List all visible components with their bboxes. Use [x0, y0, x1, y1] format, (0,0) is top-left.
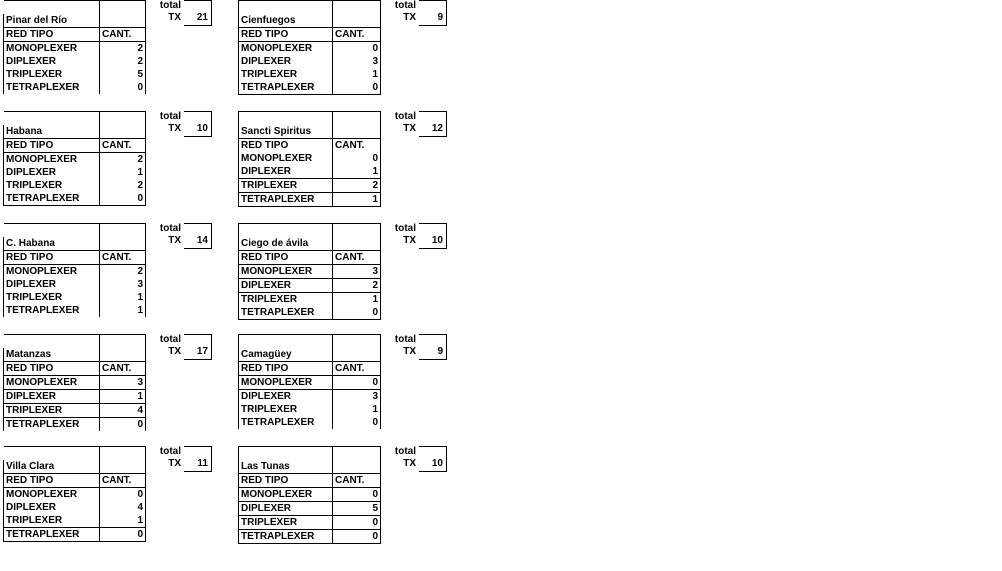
row-tipo[interactable]: TRIPLEXER	[239, 179, 333, 193]
total-label[interactable]: total	[159, 111, 181, 122]
table-row	[239, 502, 381, 516]
total-top-border	[184, 446, 211, 447]
header-red-tipo[interactable]: RED TIPO	[4, 362, 100, 376]
row-tipo[interactable]: DIPLEXER	[239, 502, 333, 516]
header-spacer-cell[interactable]	[100, 112, 146, 126]
province-block-right-2	[238, 223, 688, 323]
header-cant[interactable]: CANT.	[100, 474, 146, 488]
header-spacer-cell[interactable]	[333, 1, 381, 15]
total-label[interactable]: total	[159, 223, 181, 234]
row-cant[interactable]: 3	[100, 278, 146, 291]
row-tipo[interactable]: MONOPLEXER	[4, 42, 100, 56]
row-tipo[interactable]: MONOPLEXER	[4, 265, 100, 279]
total-label[interactable]: total	[159, 334, 181, 345]
row-tipo[interactable]: TRIPLEXER	[239, 68, 333, 81]
total-bottom-border	[184, 136, 211, 137]
total-label[interactable]: total	[159, 0, 181, 11]
header-red-tipo[interactable]: RED TIPO	[4, 139, 100, 153]
province-table	[3, 0, 146, 94]
row-cant[interactable]: 1	[100, 390, 146, 404]
table-row	[239, 165, 381, 179]
total-value[interactable]: 10	[431, 235, 443, 246]
blank-cell[interactable]	[333, 237, 381, 251]
row-cant[interactable]: 0	[100, 192, 146, 206]
header-cant[interactable]: CANT.	[100, 362, 146, 376]
row-tipo[interactable]: MONOPLEXER	[4, 153, 100, 167]
total-box	[157, 111, 214, 137]
total-top-border	[419, 446, 446, 447]
header-cant[interactable]: CANT.	[333, 362, 381, 376]
row-cant[interactable]: 5	[333, 502, 381, 516]
header-red-tipo[interactable]: RED TIPO	[239, 139, 333, 153]
header-cant[interactable]: CANT.	[100, 28, 146, 42]
table-row	[4, 418, 146, 432]
table-row	[239, 55, 381, 68]
row-tipo[interactable]: TETRAPLEXER	[239, 81, 333, 95]
row-cant[interactable]: 0	[100, 488, 146, 502]
row-cant[interactable]: 0	[100, 528, 146, 542]
header-cant[interactable]: CANT.	[333, 474, 381, 488]
row-tipo[interactable]: DIPLEXER	[239, 390, 333, 404]
row-tipo[interactable]: TRIPLEXER	[4, 404, 100, 418]
province-name[interactable]: Matanzas	[4, 348, 100, 362]
tx-label[interactable]: TX	[403, 458, 416, 469]
total-box	[392, 111, 449, 137]
header-cant[interactable]: CANT.	[100, 139, 146, 153]
total-value[interactable]: 10	[196, 123, 208, 134]
table-row	[239, 530, 381, 544]
header-spacer-cell[interactable]	[239, 112, 333, 126]
total-bottom-border	[184, 248, 211, 249]
row-tipo[interactable]: MONOPLEXER	[4, 376, 100, 390]
blank-cell[interactable]	[333, 460, 381, 474]
header-cant[interactable]: CANT.	[333, 139, 381, 153]
row-cant[interactable]: 0	[333, 81, 381, 95]
row-cant[interactable]: 0	[100, 81, 146, 94]
tx-label[interactable]: TX	[403, 235, 416, 246]
header-cant[interactable]: CANT.	[333, 28, 381, 42]
total-box	[157, 0, 214, 26]
row-cant[interactable]: 3	[100, 376, 146, 390]
row-cant[interactable]: 1	[100, 514, 146, 528]
table-row	[239, 416, 381, 429]
header-spacer-cell[interactable]	[239, 447, 333, 461]
table-row	[4, 514, 146, 528]
table-row	[239, 306, 381, 320]
total-right-border	[446, 111, 447, 137]
header-spacer-cell[interactable]	[4, 1, 100, 15]
total-value[interactable]: 21	[196, 12, 208, 23]
table-row	[4, 528, 146, 542]
header-spacer-cell[interactable]	[239, 1, 333, 15]
province-name[interactable]: Ciego de ávila	[239, 237, 333, 251]
province-block-right-1	[238, 111, 688, 211]
row-cant[interactable]: 2	[100, 55, 146, 68]
row-cant[interactable]: 2	[100, 265, 146, 279]
row-cant[interactable]: 0	[333, 530, 381, 544]
blank-cell[interactable]	[333, 125, 381, 139]
row-cant[interactable]: 2	[100, 153, 146, 167]
total-label[interactable]: total	[394, 111, 416, 122]
total-value[interactable]: 14	[196, 235, 208, 246]
total-bottom-border	[419, 359, 446, 360]
total-value[interactable]: 10	[431, 458, 443, 469]
tx-label[interactable]: TX	[403, 123, 416, 134]
row-tipo[interactable]: TRIPLEXER	[239, 293, 333, 307]
header-spacer-cell[interactable]	[239, 335, 333, 349]
table-row	[239, 81, 381, 95]
table-row	[4, 501, 146, 514]
total-bottom-border	[419, 25, 446, 26]
tx-label[interactable]: TX	[168, 12, 181, 23]
row-cant[interactable]: 1	[333, 193, 381, 207]
table-row	[4, 488, 146, 502]
province-name[interactable]: Villa Clara	[4, 460, 100, 474]
total-label[interactable]: total	[159, 446, 181, 457]
row-cant[interactable]: 0	[333, 376, 381, 390]
tx-label[interactable]: TX	[168, 235, 181, 246]
header-spacer-cell[interactable]	[4, 335, 100, 349]
row-tipo[interactable]: TETRAPLEXER	[4, 304, 100, 317]
province-table	[3, 446, 146, 542]
province-block-right-4	[238, 446, 688, 546]
province-name[interactable]: Pinar del Río	[4, 14, 100, 28]
row-tipo[interactable]: MONOPLEXER	[4, 488, 100, 502]
header-spacer-cell[interactable]	[239, 224, 333, 238]
total-value[interactable]: 9	[437, 12, 443, 23]
table-row	[4, 291, 146, 304]
province-block-right-0	[238, 0, 688, 100]
tx-label[interactable]: TX	[403, 12, 416, 23]
row-tipo[interactable]: TETRAPLEXER	[4, 192, 100, 206]
row-tipo[interactable]: MONOPLEXER	[239, 488, 333, 502]
row-tipo[interactable]: MONOPLEXER	[239, 42, 333, 56]
table-row	[239, 152, 381, 165]
table-row	[239, 516, 381, 530]
table-row	[4, 81, 146, 94]
table-row	[4, 192, 146, 206]
row-tipo[interactable]: DIPLEXER	[239, 165, 333, 179]
province-table	[3, 334, 146, 431]
header-cant[interactable]: CANT.	[100, 251, 146, 265]
total-top-border	[419, 334, 446, 335]
header-spacer-cell[interactable]	[100, 224, 146, 238]
row-cant[interactable]: 2	[333, 179, 381, 193]
row-tipo[interactable]: TRIPLEXER	[239, 403, 333, 416]
row-cant[interactable]: 0	[333, 516, 381, 530]
row-cant[interactable]: 0	[100, 418, 146, 432]
table-row	[4, 390, 146, 404]
row-cant[interactable]: 0	[333, 306, 381, 320]
total-top-border	[419, 223, 446, 224]
total-right-border	[211, 334, 212, 360]
row-cant[interactable]: 1	[100, 291, 146, 304]
row-tipo[interactable]: TRIPLEXER	[4, 179, 100, 192]
table-row	[239, 390, 381, 404]
total-top-border	[184, 223, 211, 224]
total-value[interactable]: 11	[197, 458, 208, 469]
total-right-border	[211, 446, 212, 472]
row-tipo[interactable]: DIPLEXER	[4, 55, 100, 68]
province-table	[238, 0, 381, 95]
row-tipo[interactable]: DIPLEXER	[4, 166, 100, 179]
table-row	[4, 278, 146, 291]
row-cant[interactable]: 1	[100, 304, 146, 317]
row-cant[interactable]: 1	[100, 166, 146, 179]
total-box	[157, 223, 214, 249]
total-label[interactable]: total	[394, 0, 416, 11]
row-tipo[interactable]: DIPLEXER	[239, 279, 333, 293]
province-name[interactable]: Las Tunas	[239, 460, 333, 474]
header-cant[interactable]: CANT.	[333, 251, 381, 265]
total-value[interactable]: 12	[431, 123, 443, 134]
province-name[interactable]: Sancti Spiritus	[239, 125, 333, 139]
total-bottom-border	[419, 136, 446, 137]
row-tipo[interactable]: TRIPLEXER	[239, 516, 333, 530]
table-row	[239, 293, 381, 307]
total-box	[157, 446, 214, 472]
blank-cell[interactable]	[100, 237, 146, 251]
row-cant[interactable]: 2	[100, 42, 146, 56]
header-red-tipo[interactable]: RED TIPO	[239, 251, 333, 265]
province-table	[238, 446, 381, 544]
total-box	[392, 446, 449, 472]
tx-label[interactable]: TX	[168, 123, 181, 134]
row-tipo[interactable]: TRIPLEXER	[4, 291, 100, 304]
table-row	[239, 265, 381, 279]
row-cant[interactable]: 2	[100, 179, 146, 192]
total-bottom-border	[184, 471, 211, 472]
total-value[interactable]: 9	[437, 346, 443, 357]
total-right-border	[211, 111, 212, 137]
header-spacer-cell[interactable]	[4, 112, 100, 126]
row-tipo[interactable]: TETRAPLEXER	[239, 193, 333, 207]
tx-label[interactable]: TX	[168, 458, 181, 469]
blank-cell[interactable]	[100, 348, 146, 362]
header-spacer-cell[interactable]	[100, 1, 146, 15]
row-tipo[interactable]: DIPLEXER	[239, 55, 333, 68]
row-cant[interactable]: 3	[333, 265, 381, 279]
table-row	[239, 179, 381, 193]
table-row	[239, 193, 381, 207]
row-tipo[interactable]: DIPLEXER	[4, 390, 100, 404]
header-spacer-cell[interactable]	[4, 224, 100, 238]
total-label[interactable]: total	[394, 446, 416, 457]
header-spacer-cell[interactable]	[333, 447, 381, 461]
header-red-tipo[interactable]: RED TIPO	[4, 251, 100, 265]
row-cant[interactable]: 4	[100, 501, 146, 514]
row-tipo[interactable]: MONOPLEXER	[239, 376, 333, 390]
table-row	[239, 403, 381, 416]
total-bottom-border	[184, 359, 211, 360]
table-row	[239, 376, 381, 390]
table-row	[4, 179, 146, 192]
row-tipo[interactable]: TETRAPLEXER	[239, 416, 333, 429]
header-red-tipo[interactable]: RED TIPO	[239, 474, 333, 488]
total-top-border	[184, 334, 211, 335]
table-row	[4, 55, 146, 68]
province-name[interactable]: Camagüey	[239, 348, 333, 362]
blank-cell[interactable]	[333, 348, 381, 362]
province-table	[238, 223, 381, 320]
row-tipo[interactable]: TETRAPLEXER	[4, 418, 100, 432]
blank-cell[interactable]	[100, 460, 146, 474]
row-tipo[interactable]: DIPLEXER	[4, 501, 100, 514]
header-spacer-cell[interactable]	[333, 335, 381, 349]
table-row	[4, 42, 146, 56]
blank-cell[interactable]	[333, 14, 381, 28]
row-cant[interactable]: 3	[333, 390, 381, 404]
table-row	[4, 166, 146, 179]
row-cant[interactable]: 1	[333, 165, 381, 179]
header-red-tipo[interactable]: RED TIPO	[239, 28, 333, 42]
row-tipo[interactable]: DIPLEXER	[4, 278, 100, 291]
total-right-border	[211, 0, 212, 26]
total-value[interactable]: 17	[196, 346, 208, 357]
table-row	[239, 488, 381, 502]
total-bottom-border	[419, 471, 446, 472]
tx-label[interactable]: TX	[403, 346, 416, 357]
row-cant[interactable]: 1	[333, 403, 381, 416]
total-bottom-border	[419, 248, 446, 249]
row-cant[interactable]: 4	[100, 404, 146, 418]
total-box	[392, 0, 449, 26]
header-spacer-cell[interactable]	[333, 224, 381, 238]
blank-cell[interactable]	[100, 14, 146, 28]
table-row	[4, 404, 146, 418]
row-cant[interactable]: 5	[100, 68, 146, 81]
total-box	[157, 334, 214, 360]
tx-label[interactable]: TX	[168, 346, 181, 357]
row-tipo[interactable]: MONOPLEXER	[239, 265, 333, 279]
header-red-tipo[interactable]: RED TIPO	[239, 362, 333, 376]
header-spacer-cell[interactable]	[100, 335, 146, 349]
total-right-border	[446, 0, 447, 26]
total-right-border	[446, 446, 447, 472]
total-right-border	[446, 223, 447, 249]
province-table	[238, 111, 381, 207]
table-row	[4, 68, 146, 81]
province-name[interactable]: Cienfuegos	[239, 14, 333, 28]
row-cant[interactable]: 3	[333, 55, 381, 68]
header-red-tipo[interactable]: RED TIPO	[4, 474, 100, 488]
header-spacer-cell[interactable]	[4, 447, 100, 461]
table-row	[4, 153, 146, 167]
table-row	[4, 304, 146, 317]
total-top-border	[419, 111, 446, 112]
province-table	[3, 223, 146, 317]
province-name[interactable]: Habana	[4, 125, 100, 139]
province-name[interactable]: C. Habana	[4, 237, 100, 251]
total-box	[392, 334, 449, 360]
row-cant[interactable]: 0	[333, 152, 381, 165]
row-tipo[interactable]: TRIPLEXER	[4, 68, 100, 81]
total-label[interactable]: total	[394, 334, 416, 345]
province-table	[238, 334, 381, 429]
row-cant[interactable]: 0	[333, 488, 381, 502]
total-top-border	[184, 0, 211, 1]
total-bottom-border	[184, 25, 211, 26]
table-row	[239, 68, 381, 81]
total-top-border	[184, 111, 211, 112]
row-cant[interactable]: 0	[333, 416, 381, 429]
row-tipo[interactable]: TRIPLEXER	[4, 514, 100, 528]
total-right-border	[446, 334, 447, 360]
row-cant[interactable]: 2	[333, 279, 381, 293]
row-tipo[interactable]: TETRAPLEXER	[4, 81, 100, 94]
row-cant[interactable]: 0	[333, 42, 381, 56]
total-box	[392, 223, 449, 249]
table-row	[239, 279, 381, 293]
total-label[interactable]: total	[394, 223, 416, 234]
blank-cell[interactable]	[100, 125, 146, 139]
row-tipo[interactable]: TETRAPLEXER	[4, 528, 100, 542]
table-row	[4, 376, 146, 390]
table-row	[239, 42, 381, 56]
province-block-right-3	[238, 334, 688, 434]
total-top-border	[419, 0, 446, 1]
header-spacer-cell[interactable]	[333, 112, 381, 126]
row-tipo[interactable]: TETRAPLEXER	[239, 306, 333, 320]
row-cant[interactable]: 1	[333, 293, 381, 307]
row-tipo[interactable]: TETRAPLEXER	[239, 530, 333, 544]
row-cant[interactable]: 1	[333, 68, 381, 81]
header-spacer-cell[interactable]	[100, 447, 146, 461]
header-red-tipo[interactable]: RED TIPO	[4, 28, 100, 42]
row-tipo[interactable]: MONOPLEXER	[239, 152, 333, 165]
province-table	[3, 111, 146, 206]
table-row	[4, 265, 146, 279]
total-right-border	[211, 223, 212, 249]
